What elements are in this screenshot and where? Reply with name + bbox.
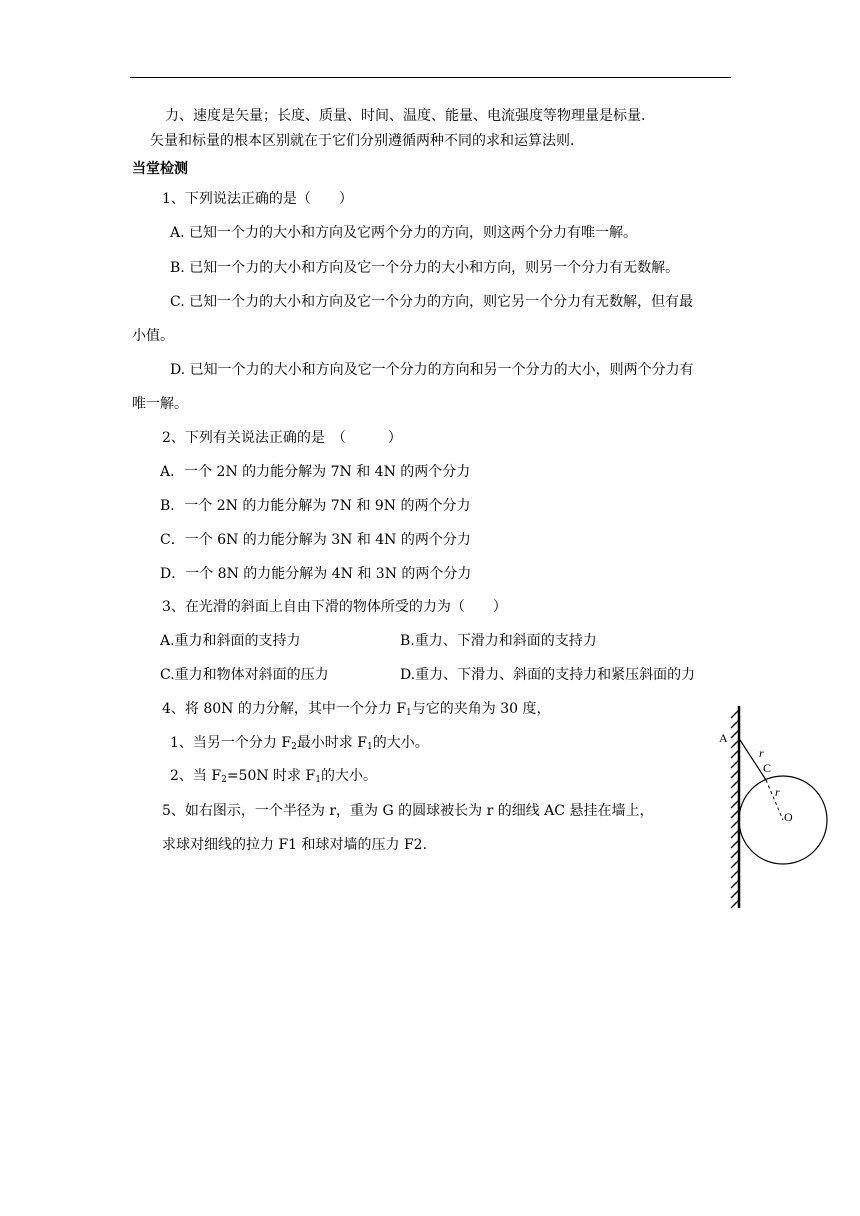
q4-stem: 4、将 80N 的力分解，其中一个分力 $F_1$与它的夹角为 30 度，: [162, 701, 551, 718]
q2-option-d: D．一个 8N 的力能分解为 4N 和 3N 的两个分力: [160, 566, 472, 582]
q3-option-a: A.重力和斜面的支持力: [160, 633, 301, 649]
q3-option-d: D.重力、下滑力、斜面的支持力和紧压斜面的力: [400, 667, 696, 683]
q1-option-d-line1: D. 已知一个力的大小和方向及它一个分力的方向和另一个分力的大小，则两个分力有: [170, 362, 694, 378]
q2-option-c: C．一个 6N 的力能分解为 3N 和 4N 的两个分力: [160, 532, 471, 548]
q3-option-c: C.重力和物体对斜面的压力: [160, 667, 329, 683]
label-a: A: [719, 731, 728, 745]
intro-line-1: 力、速度是矢量；长度、质量、时间、温度、能量、电流强度等物理量是标量.: [165, 108, 646, 124]
section-title: 当堂检测: [132, 161, 188, 177]
q1-option-a: A. 已知一个力的大小和方向及它两个分力的方向，则这两个分力有唯一解。: [170, 225, 638, 241]
q4-part-1: 1、当另一个分力 $F_2$最小时求 $F_1$的大小。: [170, 735, 429, 752]
q2-option-b: B．一个 2N 的力能分解为 7N 和 9N 的两个分力: [160, 498, 471, 514]
label-c: C: [763, 761, 772, 775]
q1-option-c-line2: 小值。: [132, 328, 174, 344]
q3-stem: 3、在光滑的斜面上自由下滑的物体所受的力为（ ）: [162, 599, 507, 615]
q1-option-d-line2: 唯一解。: [132, 396, 188, 412]
q5-line-2: 求球对细线的拉力 F1 和球对墙的压力 F2.: [162, 837, 428, 853]
wall-ball-figure: [715, 700, 835, 920]
q1-option-b: B. 已知一个力的大小和方向及它一个分力的大小和方向，则另一个分力有无数解。: [170, 260, 680, 276]
q2-option-a: A．一个 2N 的力能分解为 7N 和 4N 的两个分力: [160, 464, 471, 480]
header-rule: [130, 77, 731, 78]
q2-stem: 2、下列有关说法正确的是 （ ）: [162, 430, 402, 446]
q1-option-c-line1: C. 已知一个力的大小和方向及它一个分力的方向，则它另一个分力有无数解，但有最: [170, 294, 694, 310]
label-o: O: [784, 810, 793, 824]
q4-part-2: 2、当 $F_2=50N$ 时求 $F_1$的大小。: [170, 768, 377, 785]
intro-line-2: 矢量和标量的根本区别就在于它们分别遵循两种不同的求和运算法则.: [150, 133, 575, 149]
label-r-radius: r: [775, 785, 780, 799]
q1-stem: 1、下列说法正确的是（ ）: [162, 191, 353, 207]
q5-line-1: 5、如右图示，一个半径为 r，重为 G 的圆球被长为 r 的细线 AC 悬挂在墙上，: [162, 803, 654, 819]
q3-option-b: B.重力、下滑力和斜面的支持力: [400, 633, 597, 649]
label-r-string: r: [759, 746, 764, 760]
